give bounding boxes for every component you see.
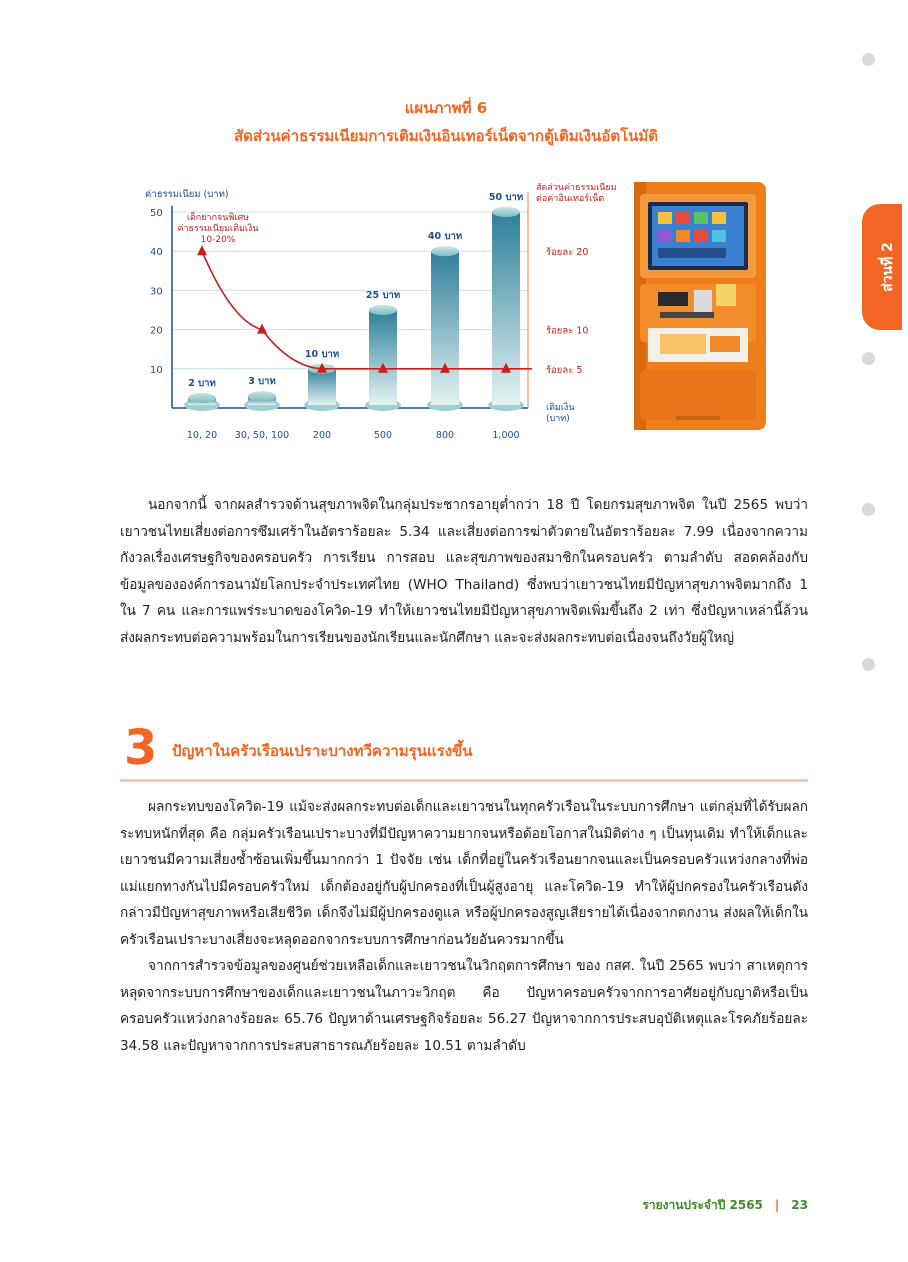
x-tick-label: 30, 50, 100 xyxy=(234,430,290,441)
bar xyxy=(431,251,459,405)
section-side-tab xyxy=(862,204,902,330)
bar-cap xyxy=(431,246,459,256)
bar-value-label: 3 บาท xyxy=(248,376,276,388)
page-footer xyxy=(642,1196,808,1215)
bar-cap xyxy=(492,207,520,217)
bar-cap xyxy=(248,391,276,401)
x-tick-label: 1,000 xyxy=(492,430,520,441)
x-axis-title-2: (บาท) xyxy=(546,414,570,424)
x-tick-label: 500 xyxy=(373,430,393,441)
fee-chart xyxy=(140,178,630,448)
side-dot-1 xyxy=(862,53,875,66)
right-axis-title-2: ต่อค่าอินเทอร์เน็ต xyxy=(536,194,605,204)
paragraph-mental-health xyxy=(120,492,808,651)
section-divider xyxy=(120,779,808,782)
figure-label: แผนภาพที่ 6 xyxy=(404,99,488,117)
paragraph-3-text: จากการสำรวจข้อมูลของศูนย์ช่วยเหลือเด็กและเยาวชนในวิกฤตการศึกษา ของ กสศ. ในปี 2565 พบว่า สาเหตุการหลุดจากระบบการศึกษาของเด็กและเยาวชนในภาวะวิกฤต คือ ปัญหาครอบครัวจากการอาศัยอยู่กับญาติหรือเป็นครอบครัวแหว่งกลางร้อยละ 65.76 ปัญหาด้านเศรษฐกิจร้อยละ 56.27 ปัญหาจากการประสบอุบัติเหตุและโรคภัยร้อยละ 34.58 และปัญหาจากการประสบสาธารณภัยร้อยละ 10.51 ตามลำดับ xyxy=(120,958,808,1054)
y-tick-label: 20 xyxy=(150,325,163,337)
side-tab-label: ส่วนที่ 2 xyxy=(880,242,896,292)
x-tick-label: 200 xyxy=(312,430,332,441)
y-axis-title: ค่าธรรมเนียม (บาท) xyxy=(145,189,229,200)
ratio-line xyxy=(202,251,532,369)
right-axis-label: ร้อยละ 5 xyxy=(546,364,583,376)
paragraph-1-text: นอกจากนี้ จากผลสำรวจด้านสุขภาพจิตในกลุ่มประชากรอายุต่ำกว่า 18 ปี โดยกรมสุขภาพจิต ในปี 2565 พบว่า เยาวชนไทยเสี่ยงต่อการซึมเศร้าในอัตราร้อยละ 5.34 และเสี่ยงต่อการฆ่าตัวตายในอัตราร้อยละ 7.99 เนื่องจากความกังวลเรื่องเศรษฐกิจของครอบครัว การเรียน การสอบ และสุขภาพของสมาชิกในครอบครัว ตามลำดับ สอดคล้องกับข้อมูลขององค์การอนามัยโลกประจำประเทศไทย (WHO Thailand) ซึ่งพบว่าเยาวชนไทยมีปัญหาสุขภาพจิตมากถึง 1 ใน 7 คน และการแพร่ระบาดของโควิด-19 ทำให้เยาวชนไทยมีปัญหาสุขภาพจิตเพิ่มขึ้นถึง 2 เท่า ซึ่งปัญหาเหล่านี้ล้วนส่งผลกระทบต่อความพร้อมในการเรียนของนักเรียนและนักศึกษา และจะส่งผลกระทบต่อเนื่องจนถึงวัยผู้ใหญ่ xyxy=(120,497,808,646)
bar-cap xyxy=(369,305,397,315)
x-axis-title-1: เติมเงิน xyxy=(546,403,575,413)
annotation-line: 10-20% xyxy=(200,235,236,245)
section-3-body xyxy=(120,794,808,1059)
paragraph-2-text: ผลกระทบของโควิด-19 แม้จะส่งผลกระทบต่อเด็กและเยาวชนในทุกครัวเรือนในระบบการศึกษา แต่กลุ่มที่ได้รับผลกระทบหนักที่สุด คือ กลุ่มครัวเรือนเปราะบางที่มีปัญหาความยากจนหรือด้อยโอกาสในมิติต่าง ๆ เป็นทุนเดิม ทำให้เด็กและเยาวชนมีความเสี่ยงซ้ำซ้อนเพิ่มขึ้นมากกว่า 1 ปัจจัย เช่น เด็กที่อยู่ในครัวเรือนยากจนและเป็นครอบครัวแหว่งกลางที่พ่อแม่แยกทางกันไปมีครอบครัวใหม่ เด็กต้องอยู่กับผู้ปกครองที่เป็นผู้สูงอายุ และโควิด-19 ทำให้ผู้ปกครองในครัวเรือนดังกล่าวมีปัญหาสุขภาพหรือเสียชีวิต เด็กจึงไม่มีผู้ปกครองดูแล หรือผู้ปกครองสูญเสียรายได้เนื่องจากตกงาน ส่งผลให้เด็กในครัวเรือนเปราะบางเสี่ยงจะหลุดออกจากระบบการศึกษาก่อนวัยอันควรมากขึ้น xyxy=(120,799,808,948)
kiosk-illustration xyxy=(630,180,770,432)
y-tick-label: 10 xyxy=(150,364,163,376)
ratio-marker xyxy=(197,245,207,255)
side-dot-3 xyxy=(862,503,875,516)
bar-value-label: 25 บาท xyxy=(365,290,401,301)
side-dot-2 xyxy=(862,352,875,365)
y-tick-label: 30 xyxy=(150,286,163,298)
right-axis-label: ร้อยละ 20 xyxy=(546,247,589,259)
y-tick-label: 40 xyxy=(150,247,163,259)
page-number: 23 xyxy=(791,1198,808,1212)
figure-title: สัดส่วนค่าธรรมเนียมการเติมเงินอินเทอร์เน็ตจากตู้เติมเงินอัตโนมัติ xyxy=(233,127,659,145)
right-axis-title-1: สัดส่วนค่าธรรมเนียม xyxy=(536,183,617,193)
annotation-line: เด็กยากจนพิเศษ xyxy=(186,213,250,223)
x-tick-label: 10, 20 xyxy=(186,430,218,441)
x-tick-label: 800 xyxy=(435,430,455,441)
section-title: ปัญหาในครัวเรือนเปราะบางทวีความรุนแรงขึ้น xyxy=(172,742,473,760)
footer-report-title: รายงานประจำปี 2565 xyxy=(642,1198,763,1212)
bar-value-label: 10 บาท xyxy=(304,348,340,360)
bar-value-label: 40 บาท xyxy=(427,231,463,243)
side-dot-4 xyxy=(862,658,875,671)
annotation-line: ค่าธรรมเนียมเติมเงิน xyxy=(177,224,259,234)
y-tick-label: 50 xyxy=(150,208,163,219)
bar-value-label: 2 บาท xyxy=(188,378,216,389)
bar xyxy=(492,212,520,405)
right-axis-label: ร้อยละ 10 xyxy=(546,325,589,337)
bar xyxy=(369,310,397,405)
bar xyxy=(308,369,336,405)
footer-separator: | xyxy=(774,1198,780,1212)
bar-value-label: 50 บาท xyxy=(488,192,524,203)
section-number: 3 xyxy=(124,720,158,776)
bar-cap xyxy=(188,393,216,403)
